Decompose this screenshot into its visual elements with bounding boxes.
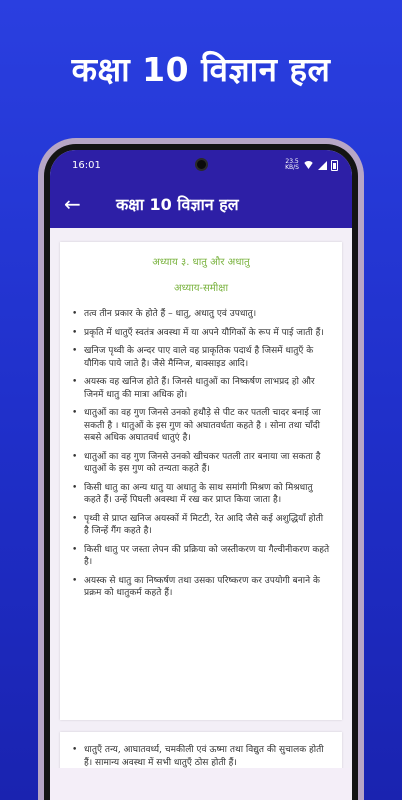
status-bar <box>50 150 352 180</box>
point-text: धातुओं का वह गुण जिनसे उनको हथौड़े से पीट कर पतली चादर बनाई जा सकती है । धातुओं के इस गुण को अघातवर्धता कहते है । सोना तथा चाँदी सबसे अधिक अघातवर्ध धातुएं है। <box>84 408 321 443</box>
status-time: 16:01 <box>72 159 101 171</box>
points-list <box>72 308 330 600</box>
points-list-next <box>72 744 330 769</box>
list-item: • प्रकृति में धातुएँ स्वतंत्र अवस्था में या अपने यौगिकों के रूप में पाई जाती हैं। <box>72 327 324 338</box>
app-screen <box>50 150 352 800</box>
list-item: • किसी धातु पर जस्ता लेपन की प्रक्रिया को जस्तीकरण या गैल्वीनीकरण कहते है। <box>72 544 330 567</box>
bottom-fade <box>50 768 352 800</box>
phone-bezel <box>44 144 358 800</box>
list-item: • किसी धातु का अन्य धातु या अधातु के साथ समांगी मिश्रण को मिश्रधातु कहते हैं। उन्हें पिघली अवस्था में रख कर प्राप्त किया जाता है। <box>72 482 330 507</box>
list-item: • धातुओं का वह गुण जिनसे उनको हथौड़े से पीट कर पतली चादर बनाई जा सकती है । धातुओं के इस गुण को अघातवर्धता कहते है । सोना तथा चाँदी सबसे अधिक अघातवर्ध धातुएं है। <box>72 407 330 445</box>
list-item: • धातुओं का वह गुण जिनसे उनको खीचकर पतली तार बनाया जा सकता है धातुओं के इस गुण को तन्यता कहते हैं। <box>72 451 330 476</box>
point-text: धातुएँ तन्य, आघातवर्ध्य, चमकीली एवं ऊष्मा तथा विद्युत की सुचालक होती हैं। सामान्य अवस्था में सभी धातुएँ ठोस होती हैं। <box>84 745 324 768</box>
list-item: • धातुएँ तन्य, आघातवर्ध्य, चमकीली एवं ऊष्मा तथा विद्युत की सुचालक होती हैं। सामान्य अवस्था में सभी धातुएँ ठोस होती हैं। <box>72 744 330 769</box>
point-text: खनिज पृथ्वी के अन्दर पाए वाले वह प्राकृतिक पदार्थ है जिसमें धातुएँ के यौगिक पाये जाते है। जैसे मैग्निज, बाक्साइड आदि। <box>84 346 314 369</box>
list-item: • पृथ्वी से प्राप्त खनिज अयस्कों में मिटटी, रेत आदि जैसे कई अशुद्धियाँ होती है जिन्हें गैंग कहते है। <box>72 513 330 538</box>
point-text: तत्व तीन प्रकार के होते हैं – धातु, अधातु एवं उपधातु। <box>84 309 257 319</box>
point-text: पृथ्वी से प्राप्त खनिज अयस्कों में मिटटी, रेत आदि जैसे कई अशुद्धियाँ होती है जिन्हें गैंग कहते है। <box>84 513 324 536</box>
point-text: किसी धातु पर जस्ता लेपन की प्रक्रिया को जस्तीकरण या गैल्वीनीकरण कहते है। <box>84 544 330 567</box>
point-text: धातुओं का वह गुण जिनसे उनको खीचकर पतली तार बनाया जा सकता है धातुओं के इस गुण को तन्यता कहते हैं। <box>84 451 321 474</box>
promo-title: कक्षा 10 विज्ञान हल <box>71 50 331 89</box>
point-text: अयस्क से धातु का निष्कर्षण तथा उसका परिष्करण कर उपयोगी बनाने के प्रक्रम को धातुकर्म कहते हैं। <box>84 575 320 598</box>
list-item: • तत्व तीन प्रकार के होते हैं – धातु, अधातु एवं उपधातु। <box>72 309 257 319</box>
camera-cutout <box>195 158 208 171</box>
phone-frame <box>38 138 364 800</box>
point-text: अयस्क वह खनिज होते हैं। जिनसे धातुओं का निष्कर्षण लाभप्रद हो और जिनमें धातु की मात्रा अधिक हो। <box>84 377 315 400</box>
app-bar <box>50 180 352 228</box>
status-icons <box>285 159 338 171</box>
list-item: • अयस्क से धातु का निष्कर्षण तथा उसका परिष्करण कर उपयोगी बनाने के प्रक्रम को धातुकर्म कहते हैं। <box>72 575 330 600</box>
section-title: अध्याय-समीक्षा <box>173 283 229 294</box>
point-text: किसी धातु का अन्य धातु या अधातु के साथ समांगी मिश्रण को मिश्रधातु कहते हैं। उन्हें पिघली अवस्था में रख कर प्राप्त किया जाता है। <box>84 482 313 505</box>
chapter-title: अध्याय ३. धातु और अधातु <box>152 257 250 268</box>
content-area[interactable] <box>50 228 352 800</box>
signal-icon <box>318 161 327 170</box>
net-speed: 23.5 KB/S <box>285 158 299 171</box>
point-text: प्रकृति में धातुएँ स्वतंत्र अवस्था में या अपने यौगिकों के रूप में पाई जाती हैं। <box>84 327 324 338</box>
list-item: • अयस्क वह खनिज होते हैं। जिनसे धातुओं का निष्कर्षण लाभप्रद हो और जिनमें धातु की मात्रा अधिक हो। <box>72 376 330 401</box>
app-title: कक्षा 10 विज्ञान हल <box>116 195 239 214</box>
battery-icon <box>331 160 338 171</box>
back-arrow-icon[interactable]: ← <box>64 192 81 216</box>
wifi-icon <box>303 161 314 169</box>
document-page <box>60 242 342 720</box>
list-item: • खनिज पृथ्वी के अन्दर पाए वाले वह प्राकृतिक पदार्थ है जिसमें धातुएँ के यौगिक पाये जाते है। जैसे मैग्निज, बाक्साइड आदि। <box>72 345 330 370</box>
